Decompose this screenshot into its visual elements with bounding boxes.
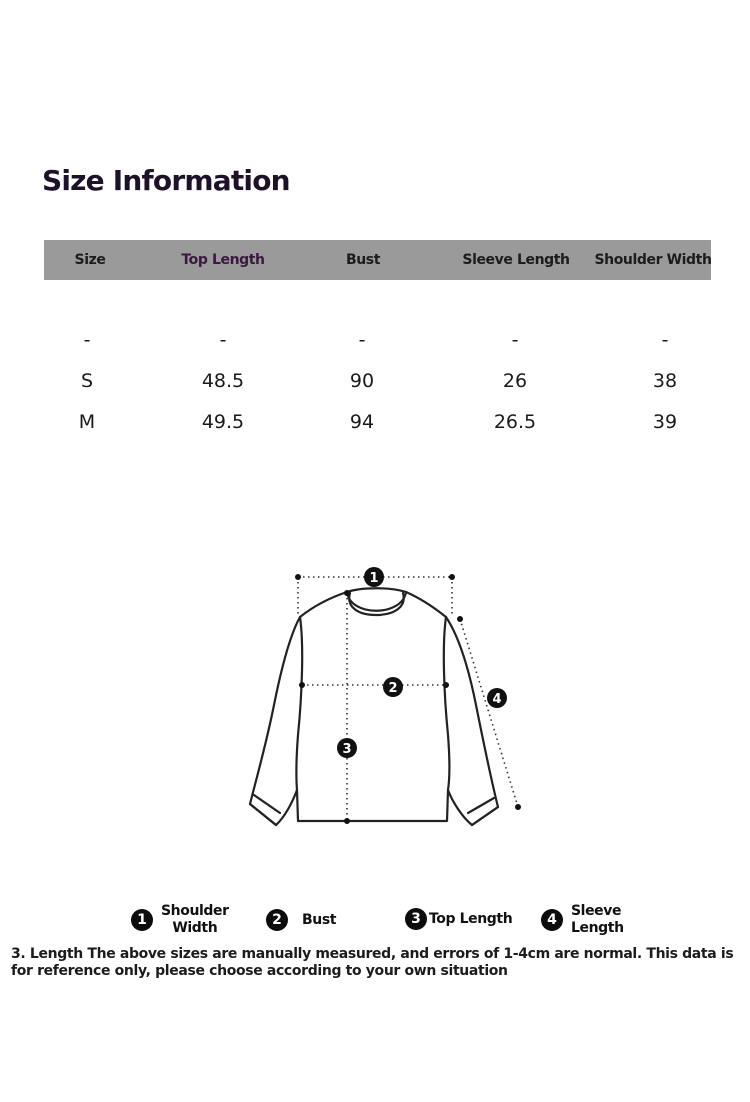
table-row: [0, 407, 750, 437]
table-cell: 38: [652, 370, 678, 392]
table-cell: -: [219, 329, 227, 351]
table-cell: 48.5: [201, 370, 245, 392]
table-cell: 94: [349, 411, 375, 433]
marker-label: 1: [369, 571, 379, 586]
legend-item-top-length: [405, 908, 512, 930]
table-cell: 39: [652, 411, 678, 433]
marker-sleeve-length: [487, 688, 507, 708]
marker-label: 4: [492, 692, 502, 707]
legend-label: Sleeve Length: [571, 903, 624, 936]
table-cell: -: [358, 329, 366, 351]
marker-bust: [383, 677, 403, 697]
header-bust: Bust: [345, 252, 381, 268]
legend-item-sleeve-length: [541, 903, 624, 937]
page-title: Size Information: [42, 164, 290, 197]
measurement-lines: [298, 577, 518, 821]
legend-number-badge: 1: [131, 909, 153, 931]
legend-label: Shoulder Width: [161, 903, 229, 936]
table-cell: -: [83, 329, 91, 351]
table-cell: -: [511, 329, 519, 351]
legend-number-badge: 4: [541, 909, 563, 931]
table-cell: -: [661, 329, 669, 351]
legend-label: Top Length: [429, 910, 513, 927]
header-shoulder-width: Shoulder Width: [594, 252, 712, 268]
header-sleeve-length: Sleeve Length: [462, 252, 570, 268]
table-row: [0, 325, 750, 355]
legend-label: Bust: [302, 911, 337, 928]
table-cell: 26: [502, 370, 528, 392]
table-cell: 26.5: [493, 411, 537, 433]
measurement-note: 3. Length The above sizes are manually measured, and errors of 1-4cm are normal. This data is for reference only, please choose according to your own situation: [11, 946, 734, 979]
legend-number-badge: 3: [405, 908, 427, 930]
table-cell: 49.5: [201, 411, 245, 433]
table-cell: S: [80, 370, 94, 392]
marker-top-length: [337, 738, 357, 758]
marker-label: 2: [388, 681, 398, 696]
measurement-legend: [0, 903, 750, 943]
size-table-header: [44, 240, 711, 280]
marker-shoulder-width: [364, 567, 384, 587]
table-cell: M: [78, 411, 96, 433]
sweater-outline: [250, 588, 498, 825]
marker-label: 3: [342, 742, 352, 757]
sweater-measurement-diagram: [230, 555, 540, 845]
legend-item-shoulder-width: [131, 903, 229, 937]
header-top-length: Top Length: [181, 252, 265, 268]
legend-item-bust: [266, 909, 336, 931]
table-row: [0, 366, 750, 396]
table-cell: 90: [349, 370, 375, 392]
legend-number-badge: 2: [266, 909, 288, 931]
header-size: Size: [74, 252, 106, 268]
